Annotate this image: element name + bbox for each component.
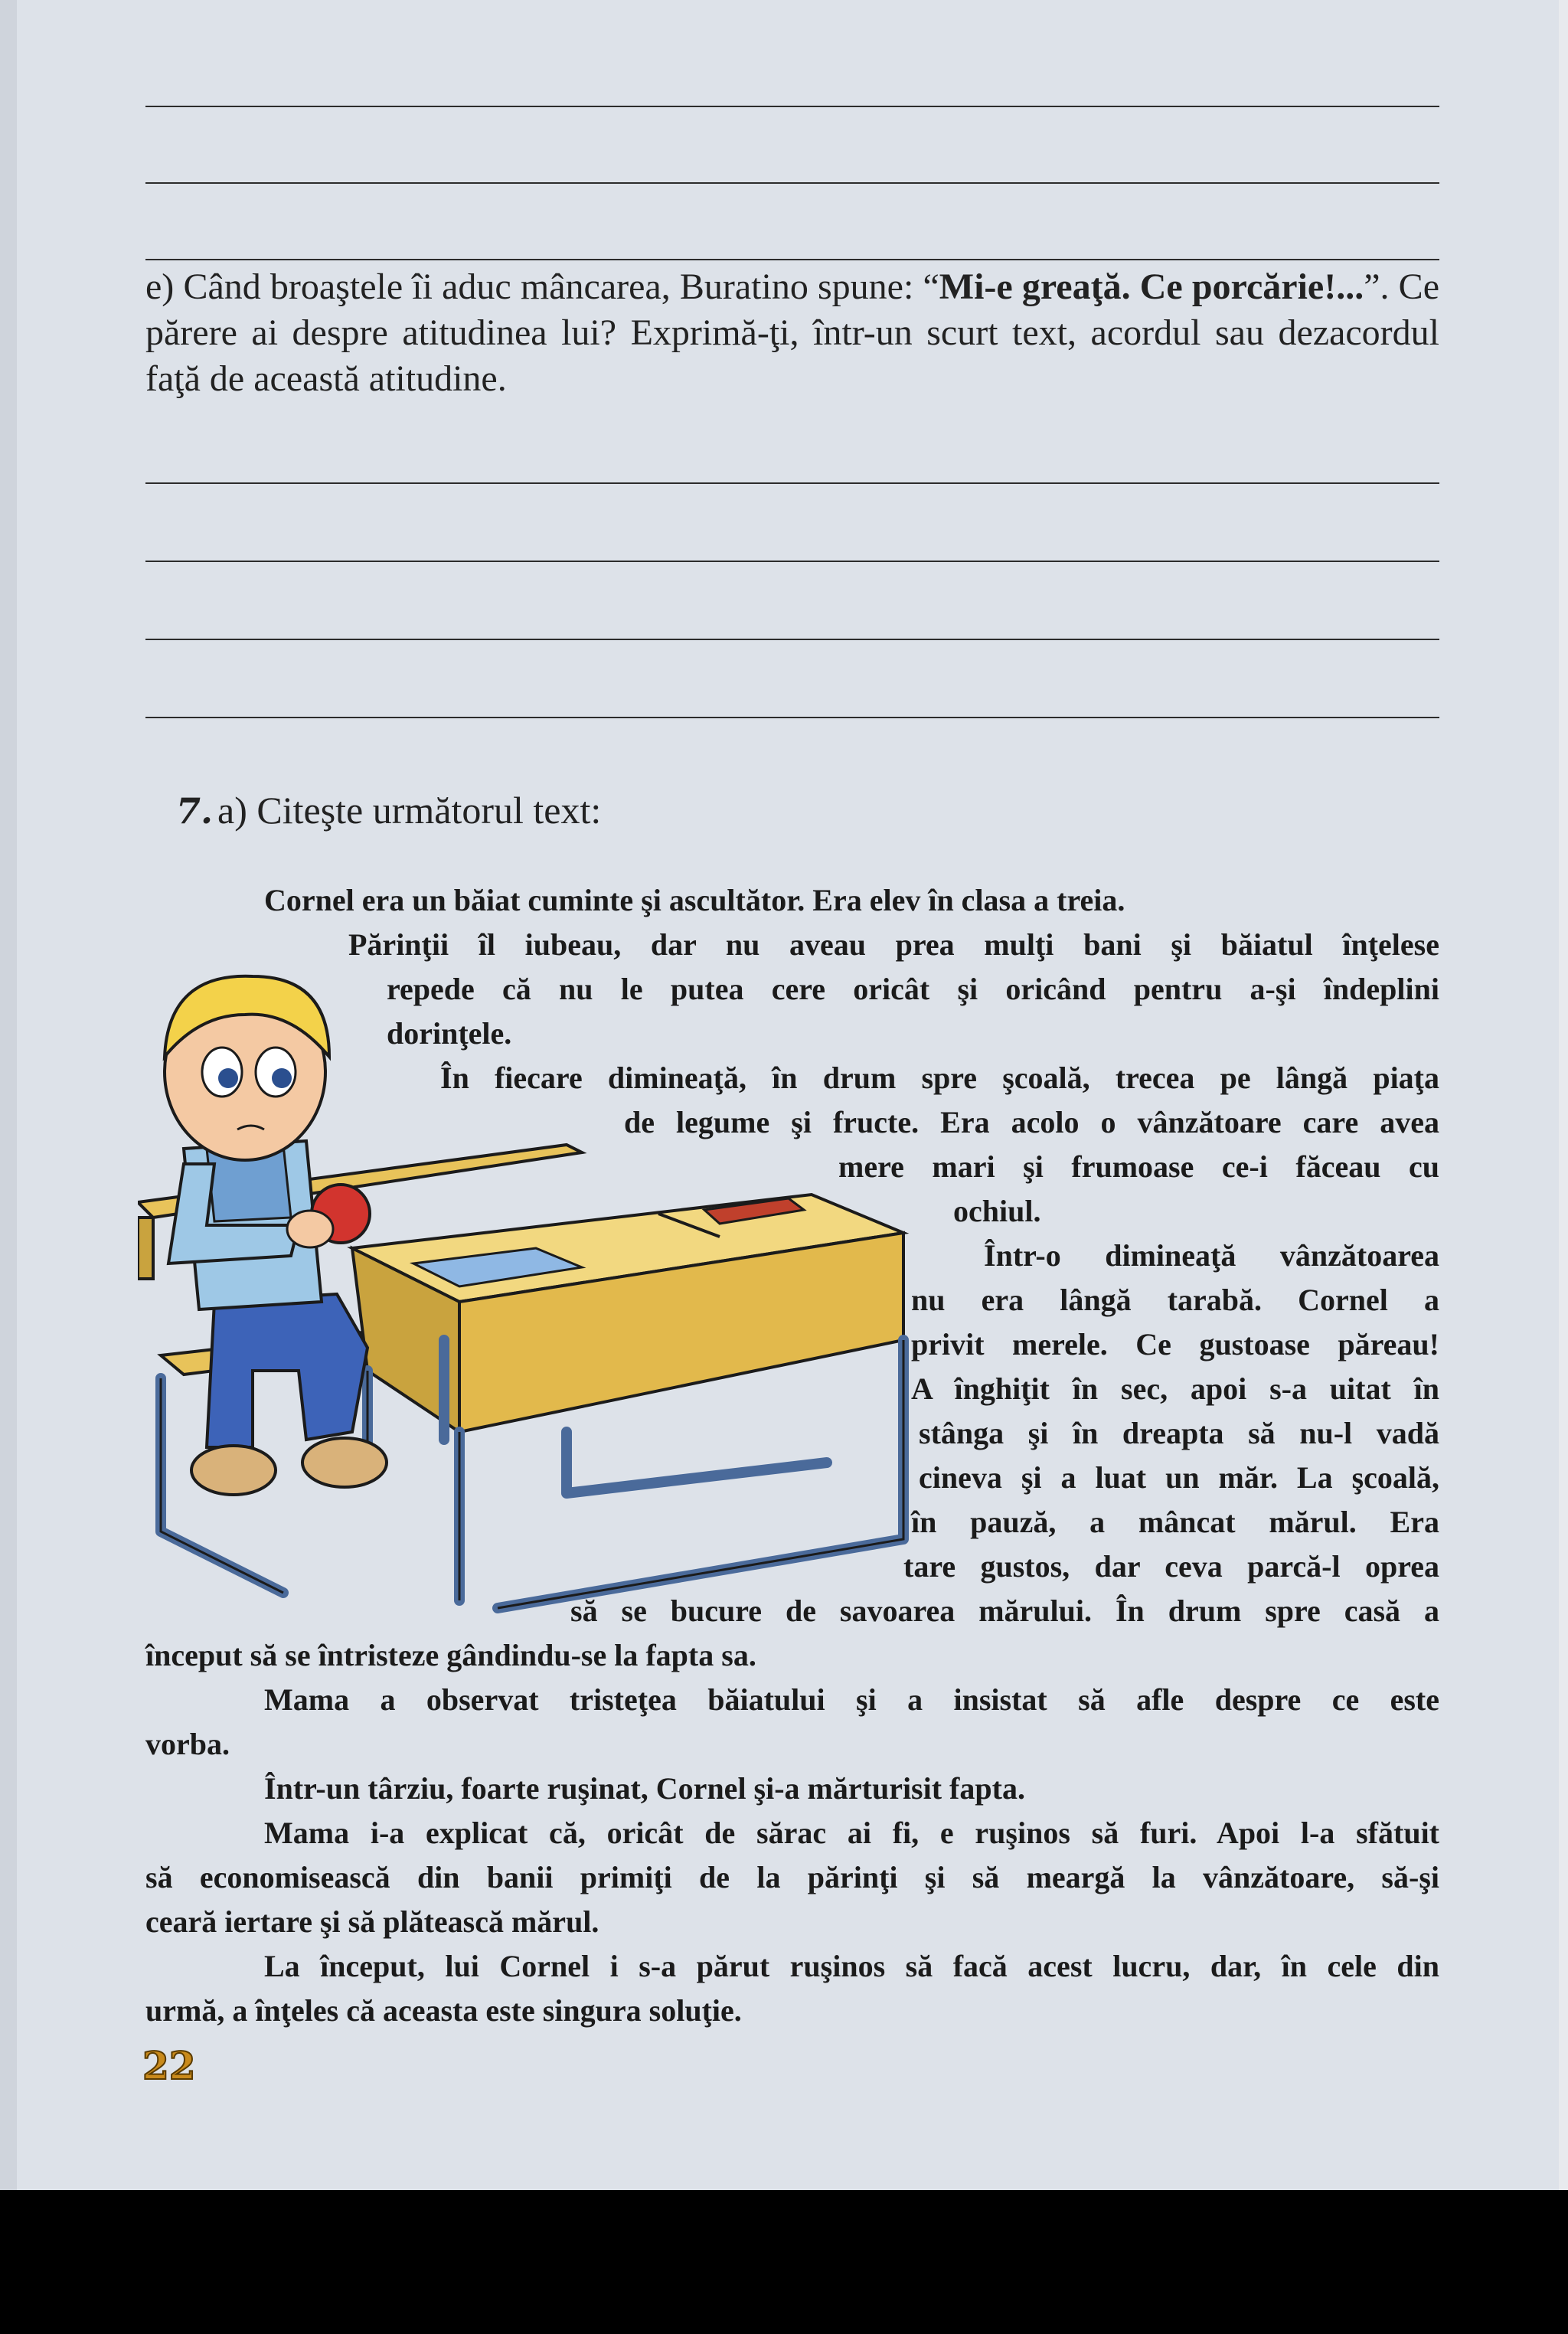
answer-line[interactable] bbox=[145, 561, 1439, 562]
story-line: dorinţele. bbox=[387, 1016, 512, 1051]
story-line: La început, lui Cornel i s-a părut ruşinos să facă acest lucru, dar, în cele din bbox=[264, 1949, 1439, 1983]
story-line: Mama a observat tristeţea băiatului şi a insistat să afle despre ce este bbox=[264, 1682, 1439, 1717]
page-shadow-left bbox=[0, 0, 17, 2190]
exercise-e-prompt: e) Când broaştele îi aduc mâncarea, Buratino spune: “Mi-e greaţă. Ce porcărie!...”. Ce părere ai despre atitudinea lui? Exprimă-ţi, într-un scurt text, acordul sau dezacordul faţă de această atitudine. bbox=[145, 266, 1439, 399]
answer-line[interactable] bbox=[145, 182, 1439, 184]
story-line: să economisească din banii primiţi de la părinţi şi să meargă la vânzătoare, să-şi bbox=[145, 1860, 1439, 1894]
story-line: stânga şi în dreapta să nu-l vadă bbox=[919, 1416, 1439, 1450]
answer-line[interactable] bbox=[145, 717, 1439, 718]
story-line: ceară iertare şi să plătească mărul. bbox=[145, 1904, 599, 1939]
story-line: urmă, a înţeles că aceasta este singura soluţie. bbox=[145, 1993, 742, 2028]
story-line: cineva şi a luat un măr. La şcoală, bbox=[919, 1460, 1439, 1495]
buratino-quote: Mi-e greaţă. Ce porcărie!... bbox=[939, 266, 1364, 307]
story-line: vorba. bbox=[145, 1727, 230, 1761]
task-instruction: a) Citeşte următorul text: bbox=[217, 789, 602, 832]
story-line: să se bucure de savoarea mărului. În drum spre casă a bbox=[570, 1594, 1439, 1628]
boy-at-desk-illustration bbox=[138, 942, 934, 1631]
story-line: Părinţii îl iubeau, dar nu aveau prea mulţi bani şi băiatul înţelese bbox=[348, 927, 1439, 962]
story-line: de legume şi fructe. Era acolo o vânzătoare care avea bbox=[624, 1105, 1439, 1139]
answer-line[interactable] bbox=[145, 106, 1439, 107]
task-7-heading bbox=[176, 787, 601, 834]
story-line: Într-un târziu, foarte ruşinat, Cornel şi-a mărturisit fapta. bbox=[264, 1771, 1025, 1806]
task-number: 7. bbox=[176, 790, 214, 832]
story-line: Mama i-a explicat că, oricât de sărac ai fi, e ruşinos să furi. Apoi l-a sfătuit bbox=[264, 1816, 1439, 1850]
page-number: 22 bbox=[142, 2043, 196, 2088]
page-edge-right bbox=[1559, 0, 1568, 2190]
story-line: mere mari şi frumoase ce-i făceau cu bbox=[838, 1149, 1439, 1184]
story-line: A înghiţit în sec, apoi s-a uitat în bbox=[911, 1371, 1439, 1406]
story-line: început să se întristeze gândindu-se la fapta sa. bbox=[145, 1638, 756, 1672]
story-line: ochiul. bbox=[953, 1194, 1041, 1228]
answer-line[interactable] bbox=[145, 259, 1439, 260]
story-line: tare gustos, dar ceva parcă-l oprea bbox=[903, 1549, 1439, 1584]
answer-line[interactable] bbox=[145, 482, 1439, 484]
story-line: privit merele. Ce gustoase păreau! bbox=[911, 1327, 1439, 1362]
answer-line[interactable] bbox=[145, 639, 1439, 640]
story-line: Cornel era un băiat cuminte şi ascultător. Era elev în clasa a treia. bbox=[264, 883, 1125, 917]
story-line: repede că nu le putea cere oricât şi oricând pentru a-şi îndeplini bbox=[387, 972, 1439, 1006]
story-line: în pauză, a mâncat mărul. Era bbox=[911, 1505, 1439, 1539]
story-line: Într-o dimineaţă vânzătoarea bbox=[984, 1238, 1439, 1273]
story-line: nu era lângă tarabă. Cornel a bbox=[911, 1283, 1439, 1317]
story-line: În fiecare dimineaţă, în drum spre şcoală, trecea pe lângă piaţa bbox=[440, 1061, 1439, 1095]
